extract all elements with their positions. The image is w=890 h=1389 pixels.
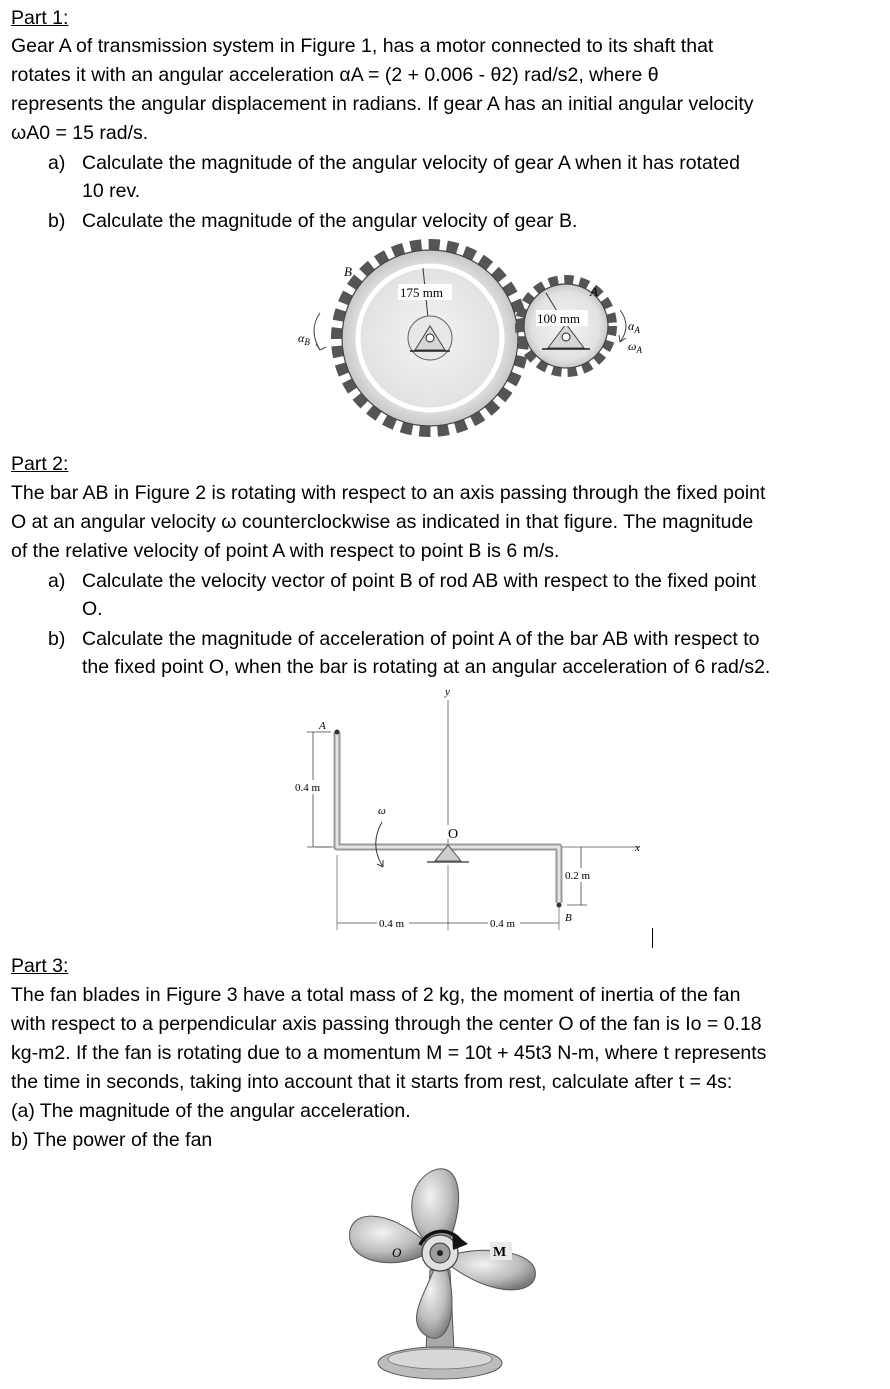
- figure-3-fan: [330, 1160, 550, 1385]
- list-item-line: 10 rev.: [82, 180, 141, 202]
- part1-line: rotates it with an angular acceleration αA = (2 + 0.006 - θ2) rad/s2, where θ: [11, 64, 659, 86]
- point-b-label: B: [565, 912, 572, 924]
- dim-right: 0.4 m: [490, 918, 516, 930]
- part2-item-a: [0, 567, 890, 625]
- part2-heading: Part 2:: [11, 453, 69, 475]
- radius-b-label: 175 mm: [400, 285, 443, 300]
- part3-line: kg-m2. If the fan is rotating due to a momentum M = 10t + 45t3 N-m, where t represents: [11, 1042, 767, 1064]
- x-axis-label: x: [635, 842, 640, 854]
- list-item-line: Calculate the magnitude of the angular velocity of gear A when it has rotated: [82, 152, 741, 174]
- part1-line: represents the angular displacement in radians. If gear A has an initial angular velocity: [11, 93, 754, 115]
- alpha-b-label: $\alpha_B$: [298, 331, 310, 347]
- point-o-label: O: [448, 827, 459, 842]
- figure-2-bar: [285, 685, 655, 935]
- point-a: [335, 730, 340, 735]
- part1-line: Gear A of transmission system in Figure 1, has a motor connected to its shaft that: [11, 35, 714, 57]
- figure-1-gears: [280, 238, 670, 443]
- gear-b-label: B: [344, 264, 352, 279]
- part3-line: b) The power of the fan: [11, 1129, 213, 1151]
- dim-vertical-b: 0.2 m: [565, 870, 591, 882]
- gear-a-label: A: [590, 284, 598, 299]
- part3-line: (a) The magnitude of the angular acceleration.: [11, 1100, 411, 1122]
- part1-item-a: [0, 149, 890, 209]
- moment-label: M: [493, 1245, 507, 1260]
- part3-line: The fan blades in Figure 3 have a total mass of 2 kg, the moment of inertia of the fan: [11, 984, 741, 1006]
- alpha-a-label: $\alpha_A$: [628, 319, 640, 335]
- part2-line: O at an angular velocity ω counterclockwise as indicated in that figure. The magnitude: [11, 511, 754, 533]
- dim-vertical-a: 0.4 m: [295, 782, 321, 794]
- list-marker: b): [48, 210, 66, 232]
- radius-a-label: 100 mm: [537, 311, 580, 326]
- part2-line: The bar AB in Figure 2 is rotating with respect to an axis passing through the fixed point: [11, 482, 766, 504]
- fan-blade-bottom: [416, 1264, 452, 1338]
- point-b: [557, 903, 562, 908]
- list-marker: a): [48, 570, 66, 592]
- omega-label: ω: [378, 805, 386, 817]
- gear-b: [338, 246, 522, 430]
- part1-item-b: [0, 207, 890, 237]
- list-item-line: the fixed point O, when the bar is rotating at an angular acceleration of 6 rad/s2.: [82, 656, 771, 678]
- part2-line: of the relative velocity of point A with respect to point B is 6 m/s.: [11, 540, 560, 562]
- part3-line: with respect to a perpendicular axis passing through the center O of the fan is Io = 0.18: [11, 1013, 762, 1035]
- point-a-label: A: [319, 720, 326, 732]
- dim-left: 0.4 m: [379, 918, 405, 930]
- text-cursor: [652, 928, 653, 948]
- list-item-line: Calculate the magnitude of acceleration of point A of the bar AB with respect to: [82, 628, 760, 650]
- alpha-b-arrow: [314, 313, 320, 350]
- part3-heading: Part 3:: [11, 955, 69, 977]
- part1-line: ωA0 = 15 rad/s.: [11, 122, 149, 144]
- list-item-line: Calculate the velocity vector of point B of rod AB with respect to the fixed point: [82, 570, 757, 592]
- list-item-line: Calculate the magnitude of the angular velocity of gear B.: [82, 210, 578, 232]
- part3-line: the time in seconds, taking into account that it starts from rest, calculate after t = 4s:: [11, 1071, 733, 1093]
- y-axis-label: y: [445, 686, 450, 698]
- list-marker: b): [48, 628, 66, 650]
- list-marker: a): [48, 152, 66, 174]
- part1-heading: Part 1:: [11, 7, 69, 29]
- list-item-line: O.: [82, 598, 103, 620]
- alpha-a-arrow: [620, 310, 626, 342]
- omega-a-label: $\omega_A$: [628, 339, 642, 355]
- fan-center-label: O: [392, 1245, 402, 1260]
- part2-item-b: [0, 625, 890, 683]
